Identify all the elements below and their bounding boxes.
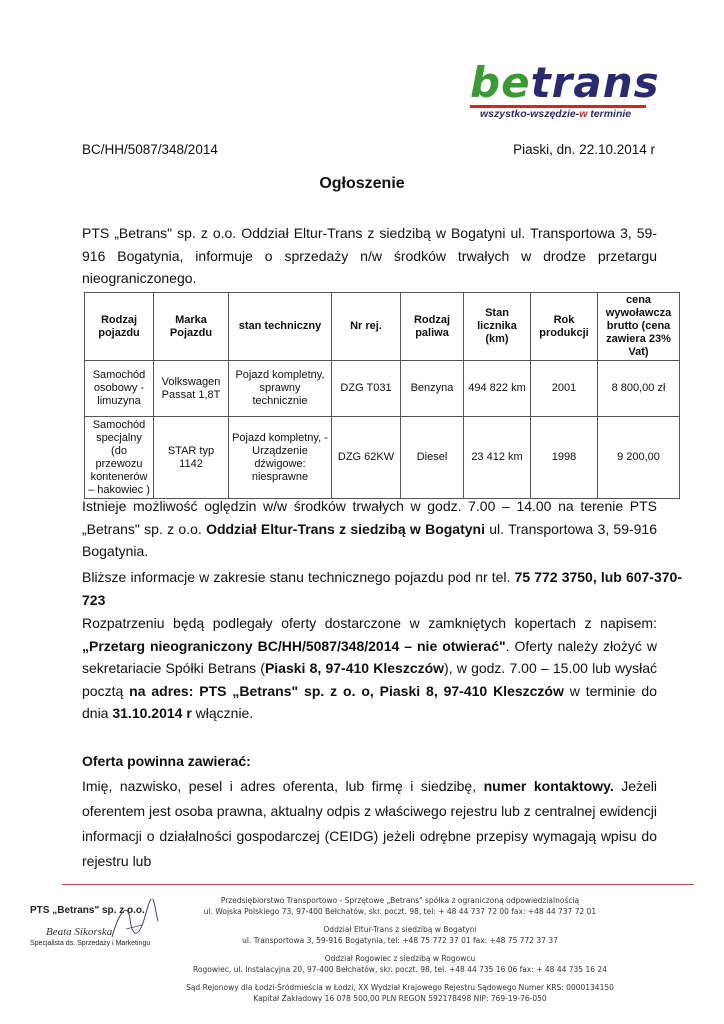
col-header: cena wywoławcza brutto (cena zawiera 23% Vat) [598,293,680,361]
table-row [85,417,680,499]
table-cell: Diesel [401,417,464,499]
table-cell: Samochód specjalny (do przewozu kontenerów – hakowiec ) [85,417,154,499]
footer-line-2: ul. Wojska Polskiego 73, 97-400 Bełchatów, skr. poczt. 98, tel: + 48 44 737 72 00 fax: +48 44 737 72 01 [203,907,597,916]
reference-number: BC/HH/5087/348/2014 [82,142,218,157]
company-logo [470,58,660,130]
col-header: Rodzaj pojazdu [85,293,154,361]
contents-paragraph: Imię, nazwisko, pesel i adres oferenta, lub firmę i siedzibę, numer kontaktowy. Jeżeli oferentem jest osoba prawna, aktualny odpis z właściwego rejestru lub z centralnej ewidencji informacji o działalności gospodarczej (CEIDG) jeżeli odrębne przepisy wymagają wpisu do rejestru lub [82,778,658,869]
table-cell: STAR typ 1142 [154,417,229,499]
logo-slogan: wszystko-wszędzie-w terminie [480,108,632,120]
col-header: Stan licznika (km) [464,293,531,361]
table-cell: 494 822 km [464,361,531,417]
table-cell: 9 200,00 [598,417,680,499]
footer-line-1: Przedsiębiorstwo Transportowo - Sprzętowe „Betrans" spółka z ograniczoną odpowiedzialnością [220,896,580,905]
vehicle-table [84,292,680,499]
table-cell: DZG 62KW [332,417,401,499]
stamp-role: Specjalista ds. Sprzedaży i Marketingu [30,940,151,947]
table-row [85,361,680,417]
footer-line-7: Sąd Rejonowy dla Łodzi-Śródmieścia w Łodzi, XX Wydział Krajowego Rejestru Sądowego Numer KRS: 0000134150 [186,983,614,992]
footer-line-8: Kapitał Zakładowy 16 078 500,00 PLN REGON 592178498 NIP: 769-19-76-050 [253,994,547,1003]
col-header: Rok produkcji [531,293,598,361]
table-cell: Pojazd kompletny, sprawny technicznie [229,361,332,417]
footer-line-3: Oddział Eltur-Trans z siedzibą w Bogatyni [323,925,477,934]
col-header: Marka Pojazdu [154,293,229,361]
place-date: Piaski, dn. 22.10.2014 r [513,142,655,157]
col-header: Nr rej. [332,293,401,361]
footer-divider [62,884,694,885]
intro-paragraph: PTS „Betrans" sp. z o.o. Oddział Eltur-Trans z siedzibą w Bogatyni ul. Transportowa 3, 59-916 Bogatynia, informuje o sprzedaży n/w środków trwałych w drodze przetargu nieograniczonego. [82,225,657,286]
col-header: Rodzaj paliwa [401,293,464,361]
table-cell: 23 412 km [464,417,531,499]
info-paragraph: Bliższe informacje w zakresie stanu technicznego pojazdu pod nr tel. 75 772 3750, lub 607-370-723 [82,569,682,608]
footer-line-5: Oddział Rogowiec z siedzibą w Rogowcu [324,954,476,963]
footer-line-6: Rogowiec, ul. Instalacyjna 20, 97-400 Bełchatów, skr. poczt. 98, tel. +48 44 735 16 06 fax: + 48 44 735 16 24 [193,965,607,974]
page-title: Ogłoszenie [319,175,405,192]
logo-wordmark: betrans [470,58,660,107]
contents-heading: Oferta powinna zawierać: [82,753,251,769]
col-header: stan techniczny [229,293,332,361]
stamp-company: PTS „Betrans" sp. z o.o. [30,905,145,916]
table-cell: Benzyna [401,361,464,417]
viewing-paragraph: Istnieje możliwość oględzin w/w środków trwałych w godz. 7.00 – 14.00 na terenie PTS „Betrans" sp. z o.o. Oddział Eltur-Trans z siedzibą w Bogatyni ul. Transportowa 3, 59-916 Bogatynia. [82,498,658,559]
offers-paragraph: Rozpatrzeniu będą podlegały oferty dostarczone w zamkniętych kopertach z napisem: „Przetarg nieograniczony BC/HH/5087/348/2014 – nie otwierać". Oferty należy złożyć w sekretariacie Spółki Betrans (Piaski 8, 97-410 Kleszczów), w godz. 7.00 – 15.00 lub wysłać pocztą na adres: PTS „Betrans" sp. z o. o, Piaski 8, 97-410 Kleszczów w terminie do dnia 31.10.2014 r włącznie. [82,615,658,721]
table-cell: 8 800,00 zł [598,361,680,417]
table-cell: Samochód osobowy - limuzyna [85,361,154,417]
table-cell: Pojazd kompletny, - Urządzenie dźwigowe: niesprawne [229,417,332,499]
table-cell: DZG T031 [332,361,401,417]
table-cell: 2001 [531,361,598,417]
table-cell: 1998 [531,417,598,499]
table-cell: Volkswagen Passat 1,8T [154,361,229,417]
stamp-name: Beata Sikorska [46,926,113,938]
table-header-row [85,293,680,361]
footer-line-4: ul. Transportowa 3, 59-916 Bogatynia, tel: +48 75 772 37 01 fax: +48 75 772 37 37 [242,936,558,945]
